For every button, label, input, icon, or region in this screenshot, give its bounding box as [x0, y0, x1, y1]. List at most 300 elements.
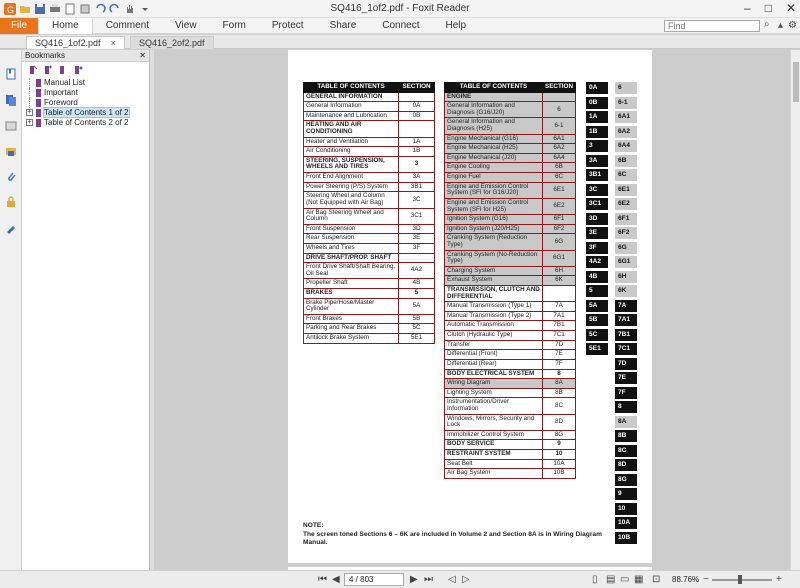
section-tab: 6A4 [615, 140, 637, 152]
facing-page-icon[interactable]: ▭ [620, 574, 630, 585]
bookmark-item[interactable] [26, 88, 149, 98]
section-tab: 5 [586, 285, 608, 297]
bookmark-icon [36, 89, 41, 97]
bookmarks-header [22, 50, 149, 62]
bookmark-item[interactable] [26, 118, 149, 128]
toc-group-row [445, 449, 576, 459]
toc-entry-section: 5B [399, 314, 435, 324]
section-tabs-column-1 [586, 82, 608, 358]
section-tab: 5E1 [586, 343, 608, 355]
toc-entry-title: HEATING AND AIR CONDITIONING [304, 121, 399, 137]
toc-entry-section: 5 [399, 289, 435, 299]
toc-row [304, 182, 435, 192]
toc-row [445, 321, 576, 331]
section-tab: 3A [586, 155, 608, 167]
section-tab: 8 [615, 401, 637, 413]
section-tab: 1B [586, 126, 608, 138]
tab-view[interactable]: View [175, 20, 197, 31]
section-tab: 10B [615, 532, 637, 544]
bookmarks-toolbar [22, 62, 149, 78]
settings-icon[interactable]: ⚙ [788, 20, 797, 31]
toc-entry-section: 6G1 [543, 250, 576, 266]
zoom-level[interactable]: 88.76% [672, 575, 700, 584]
toc-entry-title: BODY SERVICE [445, 440, 543, 450]
toc-entry-section [543, 286, 576, 302]
toc-row [445, 414, 576, 430]
tab-protect[interactable]: Protect [271, 20, 304, 31]
toc-entry-title: Engine Mechanical (G16) [445, 134, 543, 144]
tab-share[interactable]: Share [329, 20, 357, 31]
toc-entry-section: 3C [399, 192, 435, 208]
toc-entry-section: 8 [543, 369, 576, 379]
bookmarks-panel [22, 50, 150, 570]
toc-entry-section: 6 [543, 102, 576, 118]
toc-entry-title: Wheels and Tires [304, 243, 399, 253]
toc-row [445, 163, 576, 173]
toc-entry-title: Transfer [445, 340, 543, 350]
bookmark-icon [36, 109, 41, 117]
toc-entry-title: Air Bag Steering Wheel and Column [304, 208, 399, 224]
zoom-slider[interactable] [712, 579, 772, 581]
toc-entry-title: ENGINE [445, 92, 543, 102]
toc-entry-title: Maintenance and Lubrication [304, 111, 399, 121]
toc-entry-title: Differential (Front) [445, 350, 543, 360]
toc-row [445, 302, 576, 312]
section-tab: 3E [586, 227, 608, 239]
toc-entry-section: 4B [399, 279, 435, 289]
section-tab: 6A1 [615, 111, 637, 123]
toc-entry-section: 3B1 [399, 182, 435, 192]
find-input[interactable] [664, 20, 760, 32]
section-tab: 7A [615, 300, 637, 312]
toc-entry-title: Manual Transmission (Type 2) [445, 311, 543, 321]
first-page-icon[interactable]: ⏮ [318, 574, 327, 585]
tab-connect[interactable]: Connect [382, 20, 420, 31]
toc-row [304, 137, 435, 147]
toc-entry-title: Heater and Ventilation [304, 137, 399, 147]
bookmark-item-selected[interactable] [26, 108, 149, 118]
toc-entry-section: 6G [543, 234, 576, 250]
toc-entry-title: Clutch (Hydraulic Type) [445, 331, 543, 341]
toc-entry-section: 6A2 [543, 144, 576, 154]
toc-entry-section: 6B [543, 163, 576, 173]
toc-row [304, 111, 435, 121]
bookmark-panel-icon[interactable] [5, 68, 17, 80]
bookmark-label: Manual List [44, 78, 85, 87]
toc-entry-section: 1A [399, 137, 435, 147]
toc-entry-title: Automatic Transmission [445, 321, 543, 331]
section-tab: 3B1 [586, 169, 608, 181]
toc-row [304, 234, 435, 244]
section-tab: 6K [615, 285, 637, 297]
toc-entry-title: Antilock Brake System [304, 334, 399, 344]
zoom-out-icon[interactable]: − [703, 574, 709, 585]
section-tab: 0A [586, 82, 608, 94]
toc-group-row [304, 156, 435, 172]
scrollbar-thumb[interactable] [793, 62, 799, 102]
minimize-button[interactable]: – [744, 1, 751, 15]
toc-row [445, 134, 576, 144]
attachments-panel-icon[interactable] [5, 170, 17, 182]
section-tab: 7A1 [615, 314, 637, 326]
toc-entry-title: Air Conditioning [304, 147, 399, 157]
toc-header-section: SECTION [399, 83, 435, 93]
svg-text:G: G [7, 5, 15, 15]
section-tab: 10A [615, 517, 637, 529]
document-viewer[interactable] [154, 50, 790, 570]
ribbon-minimize-icon[interactable]: ▴ [778, 20, 784, 31]
section-tab: 10 [615, 503, 637, 515]
toc-entry-section: 8A [543, 379, 576, 389]
section-tab: 7F [615, 387, 637, 399]
toc-row [445, 331, 576, 341]
section-tab: 6E2 [615, 198, 637, 210]
toc-entry-section [399, 253, 435, 263]
toc-table-left [303, 82, 435, 344]
bookmark-label: Table of Contents 2 of 2 [44, 118, 129, 127]
toc-row [304, 208, 435, 224]
toc-entry-section: 8B [543, 388, 576, 398]
section-tab: 6H [615, 271, 637, 283]
toc-row [445, 311, 576, 321]
toc-header-title: TABLE OF CONTENTS [304, 83, 399, 93]
section-tab: 5A [586, 300, 608, 312]
file-tab[interactable]: File [0, 18, 38, 34]
section-tab: 6B [615, 155, 637, 167]
toc-entry-section: 7E [543, 350, 576, 360]
toc-entry-title: Manual Transmission (Type 1) [445, 302, 543, 312]
toc-row [445, 182, 576, 198]
section-tab: 8G [615, 474, 637, 486]
toc-entry-title: Front Brakes [304, 314, 399, 324]
page-number-input[interactable]: 4 / 803 [344, 573, 404, 586]
toc-entry-title: Parking and Rear Brakes [304, 324, 399, 334]
toc-entry-section: 6-1 [543, 118, 576, 134]
toc-entry-section: 7A [543, 302, 576, 312]
section-tab: 8C [615, 445, 637, 457]
toc-row [445, 215, 576, 225]
section-tab: 8D [615, 459, 637, 471]
toc-entry-title: BRAKES [304, 289, 399, 299]
toc-row [445, 198, 576, 214]
section-tab: 9 [615, 488, 637, 500]
toc-group-row [304, 253, 435, 263]
toc-entry-title: RESTRAINT SYSTEM [445, 449, 543, 459]
toc-row [445, 144, 576, 154]
ribbon-tabs [0, 18, 800, 34]
section-tab: 6F1 [615, 213, 637, 225]
section-tab: 6 [615, 82, 637, 94]
title-bar [0, 0, 800, 18]
maximize-button[interactable]: □ [764, 1, 772, 15]
next-page-icon[interactable]: ▶ [410, 574, 418, 585]
toc-entry-section: 0B [399, 111, 435, 121]
signature-panel-icon[interactable] [5, 222, 17, 234]
close-tab-icon[interactable]: × [110, 38, 116, 48]
toc-row [304, 147, 435, 157]
toc-entry-section: 6K [543, 276, 576, 286]
previous-view-icon[interactable]: ◁ [448, 574, 456, 585]
section-tab: 7D [615, 358, 637, 370]
continuous-facing-icon[interactable]: ▦ [634, 574, 644, 585]
bookmark-icon [36, 119, 41, 127]
toc-entry-title: Steering Wheel and Column (Not Equipped with Air Bag) [304, 192, 399, 208]
section-tab: 3 [586, 140, 608, 152]
toc-entry-section: 7D [543, 340, 576, 350]
toc-entry-title: Cranking System (No-Reduction Type) [445, 250, 543, 266]
toc-entry-section: 8C [543, 398, 576, 414]
doc-tab-label: SQ416_1of2.pdf [35, 38, 101, 48]
toc-row [304, 224, 435, 234]
section-tab: 4A2 [586, 256, 608, 268]
toc-entry-title: TRANSMISSION, CLUTCH AND DIFFERENTIAL [445, 286, 543, 302]
toc-row [304, 279, 435, 289]
toc-entry-section: 7B1 [543, 321, 576, 331]
toc-row [304, 324, 435, 334]
toc-entry-section: 10 [543, 449, 576, 459]
section-tab: 4B [586, 271, 608, 283]
ribbon-tab-list [38, 18, 479, 34]
bookmark-label: Foreword [44, 98, 78, 107]
layers-panel-icon[interactable] [5, 120, 17, 132]
toc-group-row [445, 369, 576, 379]
last-page-icon[interactable]: ⏭ [424, 574, 433, 585]
toc-entry-section: 3E [399, 234, 435, 244]
zoom-slider-knob[interactable] [738, 575, 742, 584]
toc-row [304, 102, 435, 112]
toc-entry-section: 3A [399, 173, 435, 183]
toc-row [445, 173, 576, 183]
toc-row [304, 192, 435, 208]
toc-group-row [304, 92, 435, 102]
toc-entry-title: Charging System [445, 266, 543, 276]
section-tab: 7C1 [615, 343, 637, 355]
toc-entry-section: 3C1 [399, 208, 435, 224]
toc-row [304, 298, 435, 314]
bookmark-tree [22, 78, 149, 128]
section-tab: 3C [586, 184, 608, 196]
toc-row [445, 118, 576, 134]
toc-row [445, 388, 576, 398]
window-title: SQ416_1of2.pdf - Foxit Reader [330, 3, 470, 14]
toc-row [445, 430, 576, 440]
toc-entry-section: 5E1 [399, 334, 435, 344]
toc-entry-title: Front End Alignment [304, 173, 399, 183]
search-icon[interactable]: ⌕ [764, 19, 770, 30]
toc-row [445, 379, 576, 389]
section-tab: 6-1 [615, 97, 637, 109]
toc-entry-section: 6A4 [543, 153, 576, 163]
toc-entry-section: 8D [543, 414, 576, 430]
close-panel-icon[interactable]: ✕ [139, 51, 146, 60]
toc-entry-title: STEERING, SUSPENSION, WHEELS AND TIRES [304, 156, 399, 172]
expand-icon[interactable]: + [27, 119, 32, 126]
toc-entry-section: 6H [543, 266, 576, 276]
toc-group-row [445, 440, 576, 450]
zoom-in-icon[interactable]: + [776, 574, 782, 585]
toc-entry-title: Cranking System (Reduction Type) [445, 234, 543, 250]
toc-entry-title: Instrumentation/Driver Information [445, 398, 543, 414]
toc-entry-title: Front Drive Shaft/Shaft Bearing, Oil Seal [304, 263, 399, 279]
toc-row [445, 340, 576, 350]
toc-row [445, 250, 576, 266]
section-tab: 5B [586, 314, 608, 326]
toc-entry-section: 0A [399, 102, 435, 112]
bookmark-options-icon[interactable] [73, 65, 83, 75]
toc-entry-title: Windows, Mirrors, Security and Lock [445, 414, 543, 430]
toc-entry-title: General Information [304, 102, 399, 112]
section-tab: 7B1 [615, 329, 637, 341]
bookmark-label: Important [44, 88, 78, 97]
section-tab: 0B [586, 97, 608, 109]
toc-group-row [304, 121, 435, 137]
section-tab: 5C [586, 329, 608, 341]
toc-entry-title: General Information and Diagnosis (G16/J20) [445, 102, 543, 118]
toc-row [304, 314, 435, 324]
navigation-panel-strip [0, 50, 22, 570]
toc-header-row [445, 83, 576, 93]
doc-tab-label: SQ416_2of2.pdf [139, 38, 205, 48]
toc-entry-title: Ignition System (G16) [445, 215, 543, 225]
next-view-icon[interactable]: ▷ [462, 574, 470, 585]
toc-row [445, 153, 576, 163]
continuous-page-icon[interactable]: ▤ [606, 574, 616, 585]
tab-home[interactable]: Home [38, 18, 93, 34]
security-lock-icon[interactable] [5, 196, 17, 208]
toc-entry-title: Brake Pipe/Hose/Master Cylinder [304, 298, 399, 314]
pages-panel-icon[interactable] [5, 94, 17, 106]
toc-entry-section: 7A1 [543, 311, 576, 321]
toc-header-section: SECTION [543, 83, 576, 93]
toc-row [445, 469, 576, 479]
toc-entry-section: 8G [543, 430, 576, 440]
toc-row [445, 350, 576, 360]
note-block [303, 522, 603, 548]
toc-header-title: TABLE OF CONTENTS [445, 83, 543, 93]
toc-entry-title: GENERAL INFORMATION [304, 92, 399, 102]
note-title: NOTE: [303, 522, 324, 529]
toc-entry-title: Front Suspension [304, 224, 399, 234]
toc-row [445, 359, 576, 369]
toc-row [304, 263, 435, 279]
section-tab: 3C1 [586, 198, 608, 210]
bookmark-icon [36, 99, 41, 107]
section-tab: 6F2 [615, 227, 637, 239]
toc-row [445, 102, 576, 118]
fit-page-icon[interactable]: ⊡ [652, 574, 661, 585]
toc-entry-section: 3F [399, 243, 435, 253]
comments-panel-icon[interactable] [5, 146, 17, 158]
doc-tab-active[interactable] [26, 36, 125, 49]
toc-entry-section: 10A [543, 459, 576, 469]
close-button[interactable]: ✕ [785, 1, 796, 15]
toc-group-row [445, 92, 576, 102]
bookmark-add-icon[interactable] [43, 65, 53, 75]
toc-row [304, 334, 435, 344]
toc-entry-section: 6F2 [543, 224, 576, 234]
note-text: The screen toned Sections 6 – 6K are included in Volume 2 and Section 8A is in Wiring Diagram Manual. [303, 530, 602, 547]
toc-entry-section: 6E1 [543, 182, 576, 198]
toc-group-row [445, 286, 576, 302]
toc-entry-section: 6A1 [543, 134, 576, 144]
toc-row [445, 459, 576, 469]
toc-entry-section: 6E2 [543, 198, 576, 214]
vertical-scrollbar[interactable] [790, 50, 800, 570]
toc-entry-section [399, 121, 435, 137]
toc-entry-section: 5A [399, 298, 435, 314]
section-tabs-column-2 [615, 82, 637, 546]
pdf-page [288, 50, 652, 563]
toc-row [445, 234, 576, 250]
section-tab: 6G1 [615, 256, 637, 268]
toc-entry-title: BODY ELECTRICAL SYSTEM [445, 369, 543, 379]
toc-entry-title: Wiring Diagram [445, 379, 543, 389]
expand-icon[interactable]: + [27, 109, 32, 116]
doc-tab[interactable] [130, 36, 214, 49]
toc-entry-title: Differential (Rear) [445, 359, 543, 369]
toc-entry-section: 7C1 [543, 331, 576, 341]
toc-entry-section [399, 92, 435, 102]
toc-header-row [304, 83, 435, 93]
section-tab: 8A [615, 416, 637, 428]
toc-row [445, 276, 576, 286]
toc-entry-title: Ignition System (J20/H25) [445, 224, 543, 234]
bookmark-delete-icon[interactable] [28, 65, 38, 75]
toc-entry-title: Engine Mechanical (H25) [445, 144, 543, 154]
toc-table-right [444, 82, 576, 479]
bookmark-item[interactable] [26, 98, 149, 108]
tab-comment[interactable]: Comment [105, 20, 150, 31]
single-page-icon[interactable]: ▯ [592, 574, 598, 585]
toc-entry-section: 3D [399, 224, 435, 234]
toc-entry-section: 4A2 [399, 263, 435, 279]
section-tab: 3D [586, 213, 608, 225]
section-tab: 6C [615, 169, 637, 181]
toc-entry-title: Air Bag System [445, 469, 543, 479]
toc-row [445, 224, 576, 234]
toc-entry-section: 7F [543, 359, 576, 369]
tab-help[interactable]: Help [445, 20, 467, 31]
document-tabs [0, 35, 800, 49]
toc-entry-section: 6F1 [543, 215, 576, 225]
bookmark-icon [36, 79, 41, 87]
window-controls [744, 1, 796, 15]
toc-entry-title: Engine and Emission Control System (SFI for G16/J20) [445, 182, 543, 198]
toc-row [445, 266, 576, 276]
toc-entry-title: Seat Belt [445, 459, 543, 469]
bookmark-label: Table of Contents 1 of 2 [44, 108, 129, 117]
toc-entry-section: 6C [543, 173, 576, 183]
toc-entry-title: General Information and Diagnosis (H25) [445, 118, 543, 134]
toc-row [445, 398, 576, 414]
section-tab: 7E [615, 372, 637, 384]
toc-entry-title: Immobilizer Control System [445, 430, 543, 440]
toc-entry-title: Rear Suspension [304, 234, 399, 244]
toc-row [304, 243, 435, 253]
toc-entry-section: 10B [543, 469, 576, 479]
bookmarks-title: Bookmarks [25, 51, 66, 60]
previous-page-icon[interactable]: ◀ [332, 574, 340, 585]
toc-entry-title: Engine and Emission Control System (SFI for H25) [445, 198, 543, 214]
section-tab: 1A [586, 111, 608, 123]
bookmark-expand-icon[interactable] [58, 65, 68, 75]
toc-row [304, 173, 435, 183]
tab-form[interactable]: Form [222, 20, 246, 31]
section-tab: 6G [615, 242, 637, 254]
bookmark-item[interactable] [26, 78, 149, 88]
toc-entry-title: Engine Mechanical (J20) [445, 153, 543, 163]
section-tab: 6A2 [615, 126, 637, 138]
